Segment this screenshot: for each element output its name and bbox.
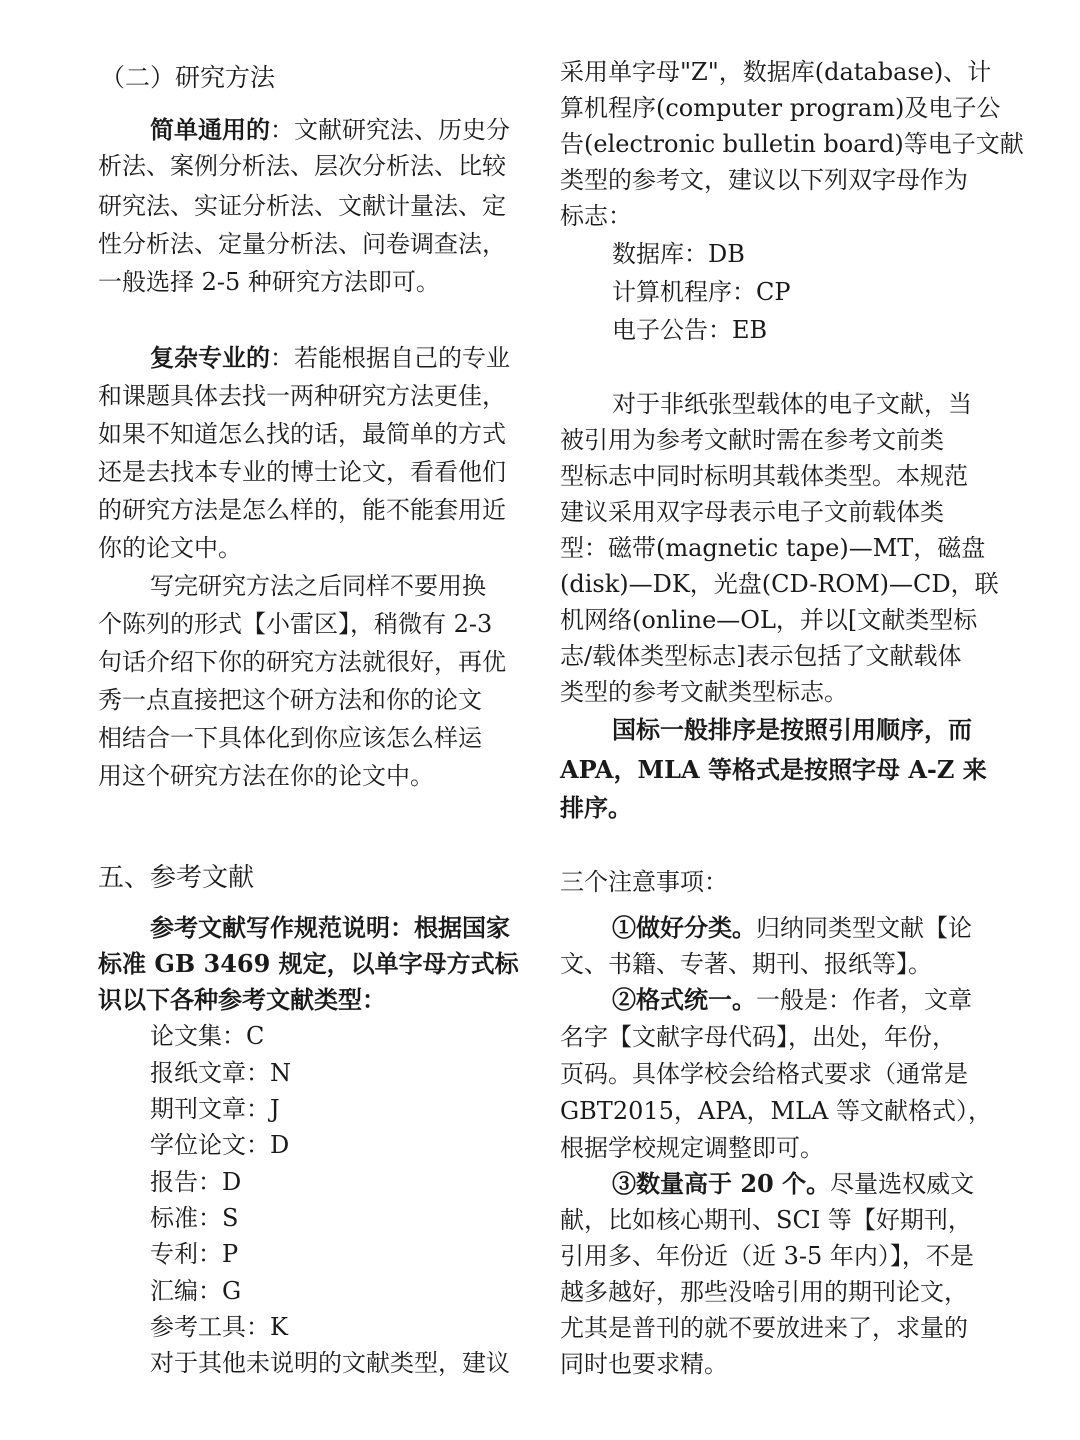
note-2-first-line: ②格式统一。一般是：作者，文章 <box>612 985 972 1014</box>
note-3-label: ③数量高于 20 个。 <box>612 1169 831 1198</box>
paragraph-line: 写完研究方法之后同样不要用换 <box>150 572 486 600</box>
paragraph-line: 建议采用双字母表示电子文前载体类 <box>560 498 944 526</box>
ref-type-item: 专利：P <box>150 1240 239 1268</box>
paragraph-line: 被引用为参考文献时需在参考文前类 <box>560 426 944 454</box>
ref-type-item: 期刊文章：J <box>150 1095 280 1123</box>
ref-intro-line: 标准 GB 3469 规定，以单字母方式标 <box>98 949 519 978</box>
order-line: 国标一般排序是按照引用顺序，而 <box>612 715 972 744</box>
paragraph-line: 采用单字母"Z"，数据库(database)、计 <box>560 58 992 86</box>
paragraph-line: 类型的参考文，建议以下列双字母作为 <box>560 166 968 194</box>
notes-title: 三个注意事项： <box>560 868 728 896</box>
ref-intro-line: 识以下各种参考文献类型： <box>98 985 386 1014</box>
paragraph-line: 如果不知道怎么找的话，最简单的方式 <box>98 420 506 448</box>
order-line: APA，MLA 等格式是按照字母 A-Z 来 <box>560 755 987 784</box>
paragraph-line: 秀一点直接把这个研方法和你的论文 <box>98 686 482 714</box>
paragraph-line: 名字【文献字母代码】，出处，年份， <box>560 1023 956 1051</box>
paragraph-line: 析法、案例分析法、层次分析法、比较 <box>98 152 506 180</box>
paragraph-line: 页码。具体学校会给格式要求（通常是 <box>560 1060 968 1088</box>
paragraph-line: 一般选择 2-5 种研究方法即可。 <box>98 268 440 296</box>
paragraph-line: 类型的参考文献类型标志。 <box>560 678 848 706</box>
paragraph-line: 和课题具体去找一两种研究方法更佳， <box>98 382 506 410</box>
paragraph-line: 句话介绍下你的研究方法就很好，再优 <box>98 648 506 676</box>
complex-methods-first-line: 复杂专业的：若能根据自己的专业 <box>150 343 510 372</box>
ref-type-item: 报告：D <box>150 1168 242 1196</box>
paragraph-line: 标志： <box>560 202 632 230</box>
complex-methods-label: 复杂专业的 <box>150 343 270 372</box>
double-code-item: 计算机程序：CP <box>612 278 791 306</box>
paragraph-line: 对于非纸张型载体的电子文献，当 <box>612 390 972 418</box>
simple-methods-label: 简单通用的 <box>150 115 270 144</box>
paragraph-line: 告(electronic bulletin board)等电子文献 <box>560 130 1024 158</box>
paragraph-line: 的研究方法是怎么样的，能不能套用近 <box>98 496 506 524</box>
paragraph-line: 尤其是普刊的就不要放进来了，求量的 <box>560 1314 968 1342</box>
paragraph-line: (disk)—DK，光盘(CD-ROM)—CD，联 <box>560 570 999 598</box>
paragraph-line: 机网络(online—OL，并以[文献类型标 <box>560 606 978 634</box>
double-code-item: 电子公告：EB <box>612 316 768 344</box>
paragraph-line: 根据学校规定调整即可。 <box>560 1134 824 1162</box>
paragraph-line: 相结合一下具体化到你应该怎么样运 <box>98 724 482 752</box>
paragraph-line: 越多越好，那些没啥引用的期刊论文， <box>560 1278 968 1306</box>
ref-type-item: 学位论文：D <box>150 1131 290 1159</box>
ref-type-item: 汇编：G <box>150 1277 242 1305</box>
paragraph-line: 型：磁带(magnetic tape)—MT，磁盘 <box>560 534 986 562</box>
paragraph-line: 用这个研究方法在你的论文中。 <box>98 762 434 790</box>
double-code-item: 数据库：DB <box>612 240 745 268</box>
paragraph-line: 引用多、年份近（近 3-5 年内）】，不是 <box>560 1242 974 1270</box>
paragraph-line: 志/载体类型标志]表示包括了文献载体 <box>560 642 962 670</box>
note-3-first-line: ③数量高于 20 个。尽量选权威文 <box>612 1169 975 1198</box>
paragraph-line: 个陈列的形式【小雷区】，稍微有 2-3 <box>98 610 493 638</box>
paragraph-line: 你的论文中。 <box>98 534 242 562</box>
paragraph-line: 还是去找本专业的博士论文，看看他们 <box>98 458 506 486</box>
ref-type-item: 参考工具：K <box>150 1313 288 1341</box>
paragraph-line: GBT2015，APA，MLA 等文献格式）， <box>560 1097 992 1125</box>
paragraph-line: 性分析法、定量分析法、问卷调查法， <box>98 230 506 258</box>
paragraph-line: 算机程序(computer program)及电子公 <box>560 94 1001 122</box>
paragraph-line: 研究法、实证分析法、文献计量法、定 <box>98 192 506 220</box>
order-line: 排序。 <box>560 793 632 822</box>
paragraph-line: 文、书籍、专著、期刊、报纸等】。 <box>560 950 932 978</box>
ref-type-item: 报纸文章：N <box>150 1059 291 1087</box>
note-1-first-line: ①做好分类。归纳同类型文献【论 <box>612 913 972 942</box>
paragraph-line: 型标志中同时标明其载体类型。本规范 <box>560 462 968 490</box>
note-1-label: ①做好分类。 <box>612 913 756 942</box>
ref-type-item: 标准：S <box>150 1204 239 1232</box>
paragraph-line: 同时也要求精。 <box>560 1350 728 1378</box>
section-title-references: 五、参考文献 <box>98 863 255 893</box>
paragraph-line: 献，比如核心期刊、SCI 等【好期刊， <box>560 1206 972 1234</box>
ref-type-item: 论文集：C <box>150 1022 265 1050</box>
ref-intro-line: 参考文献写作规范说明：根据国家 <box>150 913 510 942</box>
simple-methods-first-line: 简单通用的：文献研究法、历史分 <box>150 115 510 144</box>
section-title-research-method: （二）研究方法 <box>100 63 276 92</box>
paragraph-line: 对于其他未说明的文献类型，建议 <box>150 1349 510 1377</box>
note-2-label: ②格式统一。 <box>612 985 756 1014</box>
